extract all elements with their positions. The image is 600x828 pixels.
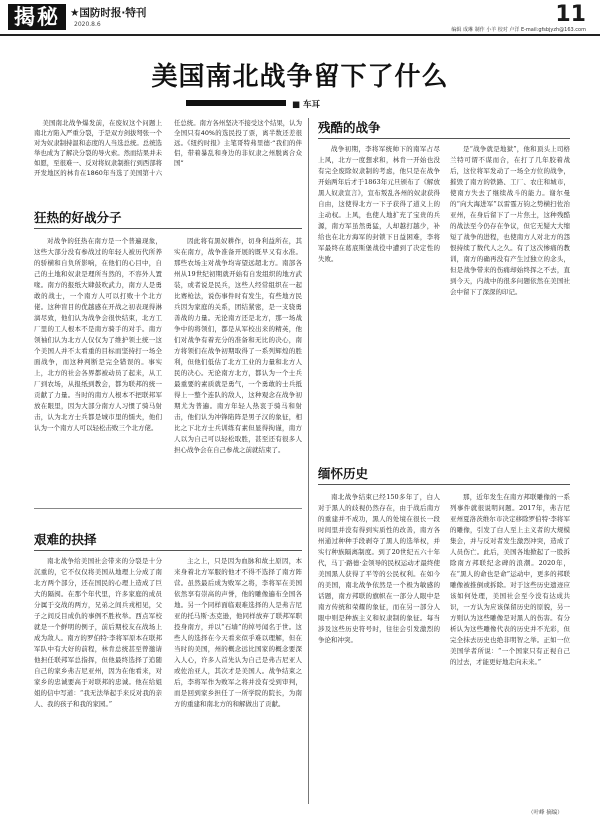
- page-header: [0, 0, 600, 34]
- section-4-column-2: 那，近年发生在南方邦联雕像的一系列事件就很说明问题。2017年，弗吉尼亚州夏洛茨维尔市决定移除罗伯特·李将军的雕像，引发了白人至上主义者的大规模集会，并与反对者发生激烈冲突，造成了人员伤亡。此后，美国各地掀起了一股拆除南方邦联纪念碑的浪潮。2020年，在“黑人的命也是命”运动中，更多的邦联雕像被推倒或拆除。对于这些历史遗迹应该如何处理，美国社会至今没有达成共识，一方认为应该保留历史的原貌，另一方则认为这些雕像是对黑人的伤害。有分析认为这些雕像代表的历史并不光彩，但完全抹去历史也绝非明智之举。正如一位美国学者所说：“一个国家只有正视自己的过去，才能更好地走向未来。”: [450, 493, 570, 666]
- section-1-column-2: 因此将有黑奴耕作，切身利益所在，其实在南方，战争准备开展的既早又有水准。那些农场主对战争均寄望远超北方。南部各州从19世纪初期就开始有自发组织的地方武装，或者说是民兵，这些人经常组织在一起比赛枪法，说伤事件时有发生，有些地方民兵因为家庭的关系，团结紧密，是一支骁勇善战的力量。无论南方还是北方，那一场战争中的将领们，都是从军校出来的精英，他们对战争有着充分的准备和无比的决心，南方将领们在战争初期取得了一系列辉煌的胜利，但他们低估了北方工业的力量和北方人民的决心。无论南方北方，都认为一个士兵最重要的素质就是勇气，一个勇敢的士兵抵得上一整个连队的敌人，这种观念在战争初期尤为普遍。南方年轻人热衷于骑马和射击，他们认为冲锋陷阵是男子汉的象征，相比之下北方士兵训练有素但显得拘谨，南方人以为自己可以轻松取胜，甚至还有很多人担心战争会在自己参战之前就结束了。: [174, 237, 302, 454]
- section-4-column-1: 南北战争结束已经150多年了，白人对于黑人的歧视仍然存在，由于战后南方的重建并不成功，黑人的处境在很长一段时间里并没有得到实质性的改善，南方各州通过种种手段剥夺了黑人的选举权，并实行种族隔离制度。到了20世纪五六十年代，马丁·路德·金领导的民权运动才最终使美国黑人获得了平等的公民权利。在如今的美国，南北战争依然是一个极为敏感的话题，南方邦联的旗帜在一部分人眼中是南方传统和荣耀的象征，而在另一部分人眼中则是种族主义和奴隶制的象征。每当涉及这些历史符号时，往往会引发激烈的争论和冲突。: [318, 493, 440, 644]
- section-heading-3: 艰难的抉择: [34, 532, 97, 547]
- section-1-column-1: 对战争的狂热在南方是一个普遍现象，这些大部分没有参战过的年轻人被历代所养的骄横和自负所影响，在他们的心目中，自己的土地和奴隶是理所当然的，不容外人置喙。南方的报纸大肆鼓吹武力，南方人是勇敢的战士，一个南方人可以打败十个北方佬。这种盲目的优越感在开战之初表现得淋漓尽致，他们认为战争会很快结束，北方工厂里的工人根本不是南方骑手的对手。南方领袖们认为北方人仅仅为了维护领土统一这个美国人并不太看重的目标而坚持打一场全面战争，而这种判断是完全错误的。事实上，北方的社会各界都被动员了起来，从工厂到农场，从报纸到教会，都为联邦的统一贡献了力量。当时的南方人根本不把联邦军放在眼里，因为大部分南方人习惯了骑马射击，认为北方士兵都是城市里的懦夫，他们认为一个南方人可以轻松击败三个北方佬。: [34, 237, 162, 432]
- title-rule: [186, 100, 286, 106]
- issue-date: 2020.8.6: [74, 21, 101, 28]
- section-2-column-1: 战争初期，李将军统帅下的南军占尽上风，北方一度想求和，林肯一开始也没有完全废除奴隶制的考虑，他只是在战争开始两年后才于1863年元旦颁布了《解放黑人奴隶宣言》，宣布叛乱各州的奴隶获得自由，这使得北方一下子获得了道义上的主动权。上风，也使人地扩充了宝贵的兵源，南方军虽然勇猛，人却越打越少，补给也在北方海军的封锁下日益困难，李将军最终在葛底斯堡战役中遭到了决定性的失败。: [318, 145, 440, 263]
- header-rule: [0, 34, 600, 36]
- article-author: ■ 车耳: [292, 100, 320, 110]
- article-title: 美国南北战争留下了什么: [151, 62, 449, 92]
- section-rule-4: [318, 484, 570, 485]
- article-footnote: （叶峰 摘编）: [528, 810, 563, 816]
- section-rule-1: [34, 228, 302, 229]
- section-rule-2: [318, 138, 570, 139]
- section-3-column-1: 南北战争给美国社会带来的分裂是十分沉重的，它不仅仅将美国从地理上分成了南北方两个部分，还在国民的心理上造成了巨大的隔阂。在那个年代里，许多家庭的成员分属于交战的两方，兄弟之间兵戎相见，父子之间反目成仇的事例不胜枚举。西点军校就是一个鲜明的例子，前后期校友在战场上成为敌人。南方的罗伯特·李将军原本在联邦军队中有大好的前程，林肯总统甚至曾邀请他担任联邦军总指挥，但他最终选择了追随自己的家乡弗吉尼亚州，因为在他看来，对家乡的忠诚要高于对联邦的忠诚。他在给姐姐的信中写道：“我无法举起手来反对我的亲人、我的孩子和我的家园。”: [34, 557, 162, 708]
- section-heading-4: 缅怀历史: [318, 466, 369, 481]
- section-divider: [34, 508, 302, 509]
- page-number: 11: [555, 2, 586, 27]
- section-3-column-2: 主之上，只是因为血脉和故土原因，本来身着北方军服的他才不得不选择了南方阵营。虽然最后成为败军之将，李将军在美国依然享有崇高的声誉，他的雕像遍布全国各地。另一个同样面临艰难选择的人是弗吉尼亚的托马斯·杰克逊，他同样放弃了联邦军职投身南方，并以“石墙”的绰号闻名于世。这些人的选择在今天看来似乎难以理解，但在当时的美国，州的概念远比国家的概念要深入人心，许多人首先认为自己是弗吉尼亚人或佐治亚人，其次才是美国人。战争结束之后，李将军作为败军之将并没有受到审判，而是回到家乡担任了一所学院的院长，为南方的重建和南北方的和解做出了贡献。: [174, 557, 302, 708]
- section-heading-2: 残酷的战争: [318, 120, 381, 135]
- column-divider: [308, 118, 309, 804]
- section-logo: 揭秘: [8, 4, 66, 30]
- article-lead: 美国南北战争爆发前，在废奴这个问题上南北方陷入严重分裂，于是双方剑拔弩张一个对为奴隶制持温和态度的人当选总统。总统选举也成为了解决分裂的导火索。然而结果并未如愿，至很难一、反对将奴隶制推行到西部将开发地区的林肯在1860年当选了美国第十六任总统。南方各州坚决不接受这个结果，认为全国只有40%的选民投了票，离半数还差很远。《纽约时报》主笔哥特弗里德·“我们的伴侣，带着暴乱和身边的非奴隶之州脱离合众国”: [34, 119, 302, 177]
- section-heading-1: 狂热的好战分子: [34, 210, 122, 225]
- section-rule-3: [34, 550, 302, 551]
- section-2-column-2: 是“战争就是地狱”，他和顶头上司格兰特可谓不谋而合，在打了几年胶着战后，这位将军发动了一场全方位的战争，摧毁了南方的铁路、工厂、农庄和城市，使南方失去了继续战斗的能力。谢尔曼的“向大海进军”以雷霆万钧之势横扫佐治亚州，在身后留下了一片焦土，这种残酷的战法至今仍存在争议，但它无疑大大缩短了战争的进程，也使南方人对北方的怨恨持续了数代人之久。有了这次惨痛的教训，南方的确再没有产生过独立的念头，但是战争带来的伤痛却始终挥之不去，直到今天，内战中的很多问题依然在美国社会中留下了深深的印记。: [450, 145, 570, 296]
- paper-name: ★国防时报·特刊: [70, 7, 147, 19]
- editor-credits: 编辑 成琳 制作 小羊 校对 卢洋 E-mail:gfsbjyzh@163.com: [451, 27, 586, 33]
